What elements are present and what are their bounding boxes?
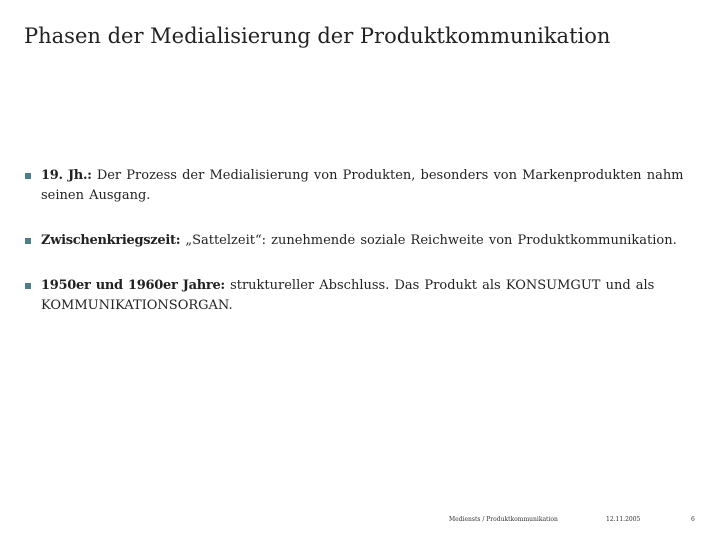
slide-title: Phasen der Medialisierung der Produktkommunikation: [24, 24, 611, 48]
bullet-lead: Zwischenkriegszeit:: [41, 233, 181, 248]
bullet-item-zwischenkriegszeit: [24, 231, 696, 251]
bullet-item-1950er-1960er: [24, 276, 696, 316]
square-bullet-icon: [25, 173, 31, 179]
square-bullet-icon: [25, 238, 31, 244]
bullet-list: [24, 166, 696, 316]
bullet-lead: 19. Jh.:: [41, 168, 92, 183]
footer-date: 12.11.2005: [606, 516, 641, 523]
footer-page-number: 6: [691, 516, 695, 523]
bullet-item-19-jh: [24, 166, 696, 206]
bullet-lead: 1950er und 1960er Jahre:: [41, 278, 225, 293]
footer-source: Mediensts / Produktkommunikation: [449, 516, 558, 523]
bullet-text: Der Prozess der Medialisierung von Produkten, besonders von Markenprodukten nahm seinen Ausgang.: [41, 168, 684, 203]
bullet-text: „Sattelzeit“: zunehmende soziale Reichweite von Produktkommunikation.: [185, 233, 677, 248]
square-bullet-icon: [25, 283, 31, 289]
bullet-text: struktureller Abschluss. Das Produkt als KONSUMGUT und als KOMMUNIKATIONSORGAN.: [41, 278, 655, 313]
